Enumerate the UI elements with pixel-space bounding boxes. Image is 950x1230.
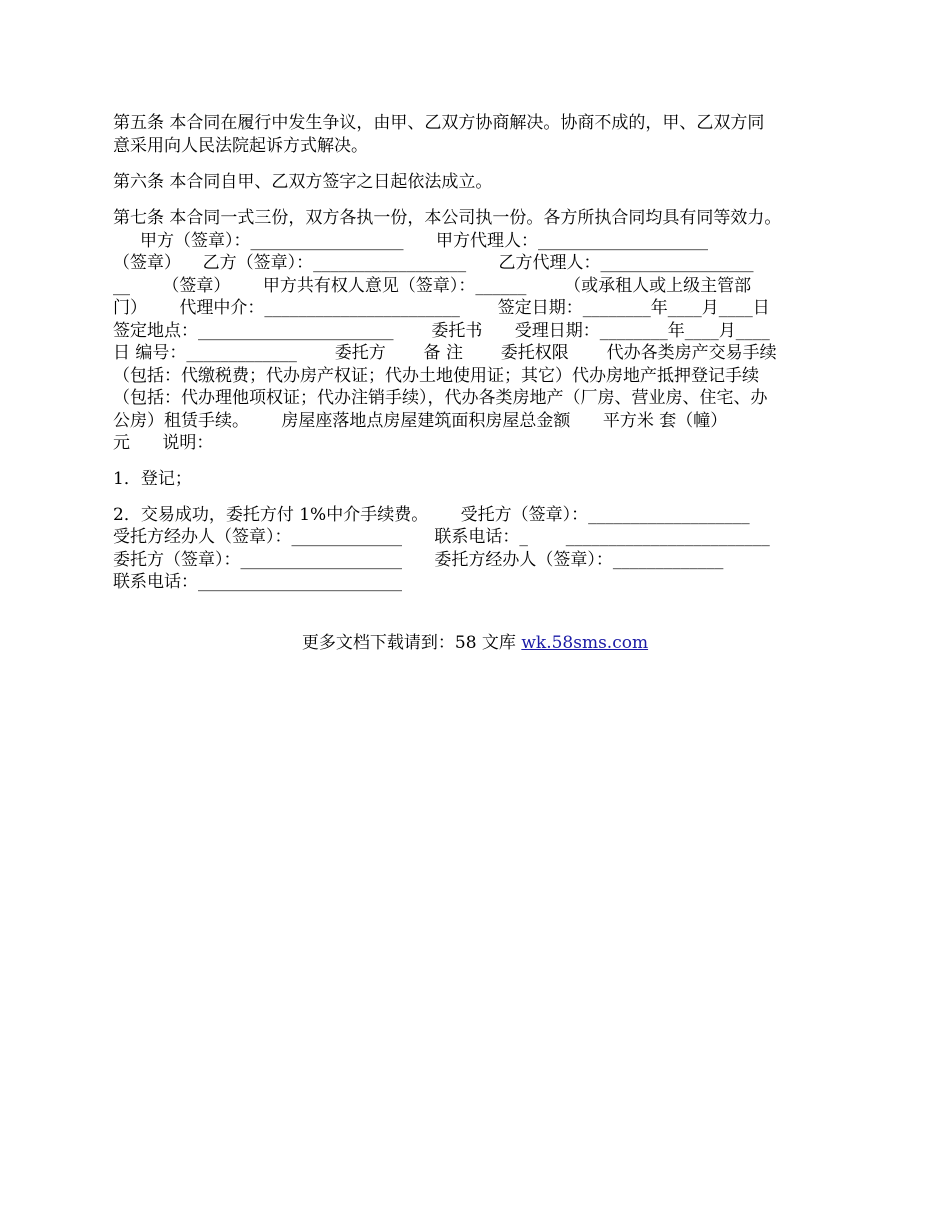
download-footer <box>0 632 950 654</box>
contract-document <box>113 112 841 594</box>
footer-link[interactable]: wk.58sms.com <box>521 633 649 653</box>
signature-line: 2．交易成功，委托方付 1%中介手续费。 受托方（签章）：___________________ <box>113 504 750 525</box>
signature-line: （包括：代办理他项权证；代办注销手续），代办各类房地产（厂房、营业房、住宅、办 <box>113 388 768 408</box>
signature-line: 受托方经办人（签章）：_____________ 联系电话：_ ________________________ <box>113 527 770 547</box>
footer-text: 更多文档下载请到：58 文库 <box>301 633 522 653</box>
signature-line: 公房）租赁手续。 房屋座落地点房屋建筑面积房屋总金额 平方米 套（幢） <box>113 410 728 431</box>
signature-line: 甲方（签章）：__________________ 甲方代理人：____________________ <box>113 230 708 251</box>
signature-line: 门） 代理中介：_______________________ 签定日期：________年____月____日 <box>113 298 770 318</box>
clause-article-7-and-signatures <box>113 207 841 455</box>
clause-article-5-line-1: 第五条 本合同在履行中发生争议，由甲、乙双方协商解决。协商不成的，甲、乙双方同 <box>113 113 765 133</box>
signature-line: __ （签章） 甲方共有权人意见（签章）：______ （或承租人或上级主管部 <box>113 275 752 296</box>
signature-line: （签章） 乙方（签章）：__________________ 乙方代理人：__________________ <box>113 253 754 273</box>
signature-line: 元 说明： <box>113 433 214 453</box>
signature-line: 联系电话：________________________ <box>113 572 402 592</box>
clause-article-6: 第六条 本合同自甲、乙双方签字之日起依法成立。 <box>113 172 493 192</box>
clause-article-7: 第七条 本合同一式三份，双方各执一份，本公司执一份。各方所执合同均具有同等效力。 <box>113 208 782 228</box>
clause-article-5-line-2: 意采用向人民法院起诉方式解决。 <box>113 136 368 156</box>
signature-line: 委托方（签章）：___________________ 委托方经办人（签章）：_____________ <box>113 549 724 570</box>
list-item-registration: 1．登记； <box>113 468 192 489</box>
signature-line: （包括：代缴税费；代办房产权证；代办土地使用证；其它）代办房地产抵押登记手续 <box>113 365 759 386</box>
clause-article-5 <box>113 112 841 158</box>
signature-line: 日 编号：_____________ 委托方 备 注 委托权限 代办各类房产交易手续 <box>113 343 777 363</box>
agent-signature-block <box>113 504 841 594</box>
signature-line: 签定地点：_______________________ 委托书 受理日期：________年____月____ <box>113 320 770 341</box>
